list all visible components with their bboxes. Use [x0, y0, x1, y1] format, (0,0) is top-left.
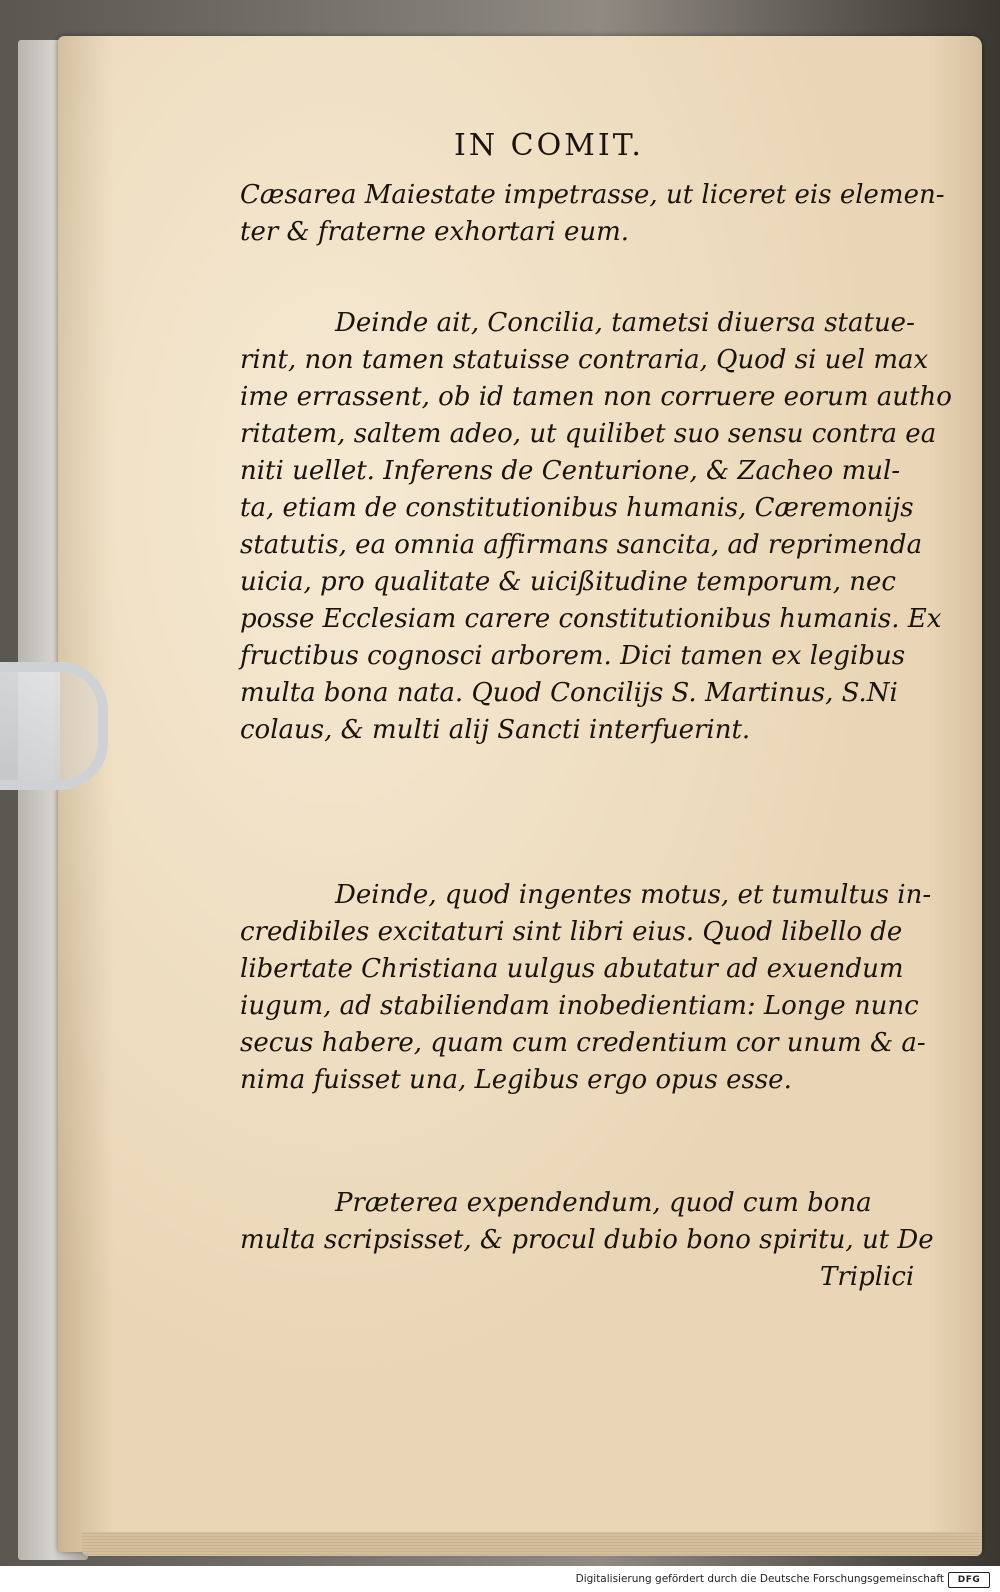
dfg-logo: DFG: [948, 1572, 990, 1588]
text-line: rint, non tamen statuisse contraria, Quod si uel max: [240, 345, 929, 375]
paragraph-1: [240, 180, 945, 254]
text-line: ritatem, saltem adeo, ut quilibet suo sensu contra ea: [240, 419, 937, 449]
text-line: Cæsarea Maiestate impetrasse, ut liceret eis elemen-: [240, 180, 945, 210]
text-line: multa scripsisset, & procul dubio bono spiritu, ut De: [240, 1225, 934, 1255]
text-line: fructibus cognosci arborem. Dici tamen ex legibus: [240, 641, 906, 671]
paragraph-3: [240, 880, 930, 1102]
catchword: Triplici: [820, 1262, 915, 1292]
text-line: ime errassent, ob id tamen non corruere eorum autho: [240, 382, 952, 412]
page-clip: [0, 662, 108, 790]
page-edges: [82, 1532, 982, 1556]
text-line: posse Ecclesiam carere constitutionibus humanis. Ex: [240, 604, 942, 634]
text-line: ta, etiam de constitutionibus humanis, Cæremonijs: [240, 493, 914, 523]
text-line: statutis, ea omnia affirmans sancita, ad reprimenda: [240, 530, 923, 560]
text-line: niti uellet. Inferens de Centurione, & Zacheo mul-: [240, 456, 901, 486]
text-line: Deinde, quod ingentes motus, et tumultus in-: [335, 880, 932, 910]
paragraph-4: [240, 1188, 934, 1262]
text-line: iugum, ad stabiliendam inobedientiam: Longe nunc: [240, 991, 919, 1021]
text-line: nima fuisset una, Legibus ergo opus esse.: [240, 1065, 792, 1095]
book-page: [58, 36, 982, 1552]
text-line: credibiles excitaturi sint libri eius. Quod libello de: [240, 917, 903, 947]
funding-credit: Digitalisierung gefördert durch die Deutsche Forschungsgemeinschaft: [575, 1573, 944, 1585]
text-line: Deinde ait, Concilia, tametsi diuersa statue-: [335, 308, 915, 338]
text-line: libertate Christiana uulgus abutatur ad exuendum: [240, 954, 904, 984]
text-line: uicia, pro qualitate & uicißitudine temporum, nec: [240, 567, 896, 597]
paragraph-2: [240, 308, 952, 752]
running-head: IN COMIT.: [454, 128, 644, 163]
text-line: multa bona nata. Quod Concilijs S. Martinus, S.Ni: [240, 678, 898, 708]
text-line: secus habere, quam cum credentium cor unum & a-: [240, 1028, 926, 1058]
text-line: Præterea expendendum, quod cum bona: [335, 1188, 872, 1218]
text-line: ter & fraterne exhortari eum.: [240, 217, 630, 247]
text-line: colaus, & multi alij Sancti interfuerint.: [240, 715, 751, 745]
